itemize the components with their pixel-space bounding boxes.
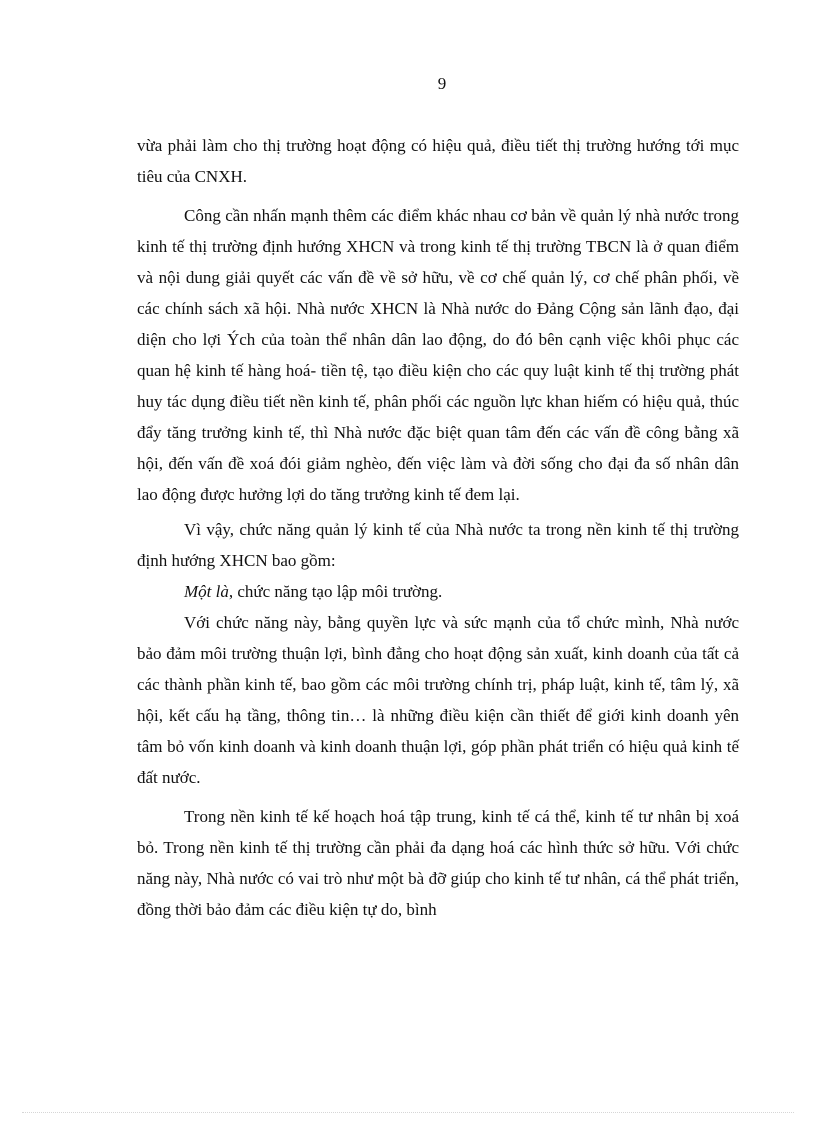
page-number: 9 [437, 74, 447, 93]
paragraph-management-differences: Công cần nhấn mạnh thêm các điểm khác nhau cơ bản về quản lý nhà nước trong kinh tế thị trường định hướng XHCN và trong kinh tế thị trường TBCN là ở quan điểm và nội dung giải quyết các vấn đề về sở hữu, về cơ chế quản lý, cơ chế phân phối, về các chính sách xã hội. Nhà nước XHCN là Nhà nước do Đảng Cộng sản lãnh đạo, đại diện cho lợi Ých của toàn thể nhân dân lao động, do đó bên cạnh việc khôi phục các quan hệ kinh tế hàng hoá- tiền tệ, tạo điều kiện cho các quy luật kinh tế thị trường phát huy tác dụng điều tiết nền kinh tế, phân phối các nguồn lực khan hiếm có hiệu quả, thúc đẩy tăng trưởng kinh tế, thì Nhà nước đặc biệt quan tâm đến các vấn đề công bằng xã hội, đến vấn đề xoá đói giảm nghèo, đến việc làm và đời sống cho đại đa số nhân dân lao động được hưởng lợi do tăng trưởng kinh tế đem lại. [137, 206, 739, 504]
page-body [137, 130, 739, 925]
paragraph-continuation: vừa phải làm cho thị trường hoạt động có hiệu quả, điều tiết thị trường hướng tới mục tiêu của CNXH. [137, 136, 739, 186]
function-one-text: , chức năng tạo lập môi trường. [228, 582, 443, 601]
paragraph-function-one [137, 576, 739, 607]
function-one-label: Một là [184, 582, 229, 601]
paragraph-functions-intro: Vì vậy, chức năng quản lý kinh tế của Nhà nước ta trong nền kinh tế thị trường định hướng XHCN bao gồm: [137, 520, 739, 570]
paragraph-environment: Với chức năng này, bằng quyền lực và sức mạnh của tổ chức mình, Nhà nước bảo đảm môi trường thuận lợi, bình đẳng cho hoạt động sản xuất, kinh doanh của tất cả các thành phần kinh tế, bao gồm các môi trường chính trị, pháp luật, kinh tế, tâm lý, xã hội, kết cấu hạ tầng, thông tin… là những điều kiện cần thiết để giới kinh doanh yên tâm bỏ vốn kinh doanh và kinh doanh thuận lợi, góp phần phát triển có hiệu quả kinh tế đất nước. [137, 613, 739, 787]
paragraph-ownership: Trong nền kinh tế kế hoạch hoá tập trung, kinh tế cá thể, kinh tế tư nhân bị xoá bỏ. Trong nền kinh tế thị trường cần phải đa dạng hoá các hình thức sở hữu. Với chức năng này, Nhà nước có vai trò như một bà đỡ giúp cho kinh tế tư nhân, cá thể phát triển, đồng thời bảo đảm các điều kiện tự do, bình [137, 807, 739, 919]
page-bottom-divider [22, 1112, 794, 1113]
